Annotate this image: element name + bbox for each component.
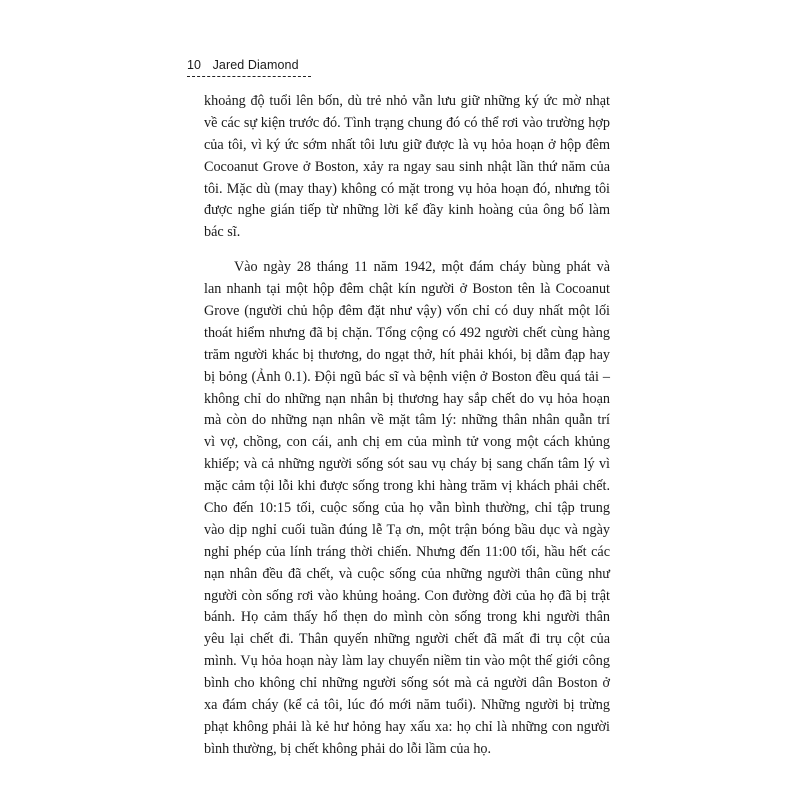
text-line: phạt không phải là kẻ hư hỏng hay xấu xa: họ chỉ là những con người bbox=[204, 718, 610, 735]
paragraph-1 bbox=[204, 91, 610, 244]
text-line: được nghe gián tiếp từ những lời kể đầy kinh hoàng của ông bố làm bbox=[204, 202, 610, 219]
text-line: Cho đến 10:15 tối, cuộc sống của họ vẫn bình thường, chỉ tập trung bbox=[204, 500, 610, 517]
text-line: nghỉ phép của lính tráng thời chiến. Nhưng đến 11:00 tối, hầu hết các bbox=[204, 543, 610, 560]
running-head bbox=[187, 58, 299, 72]
text-line: tôi. Mặc dù (may thay) không có mặt trong vụ hỏa hoạn đó, nhưng tôi bbox=[204, 180, 610, 197]
text-line: bình cho không chỉ những người sống sót mà cả người dân Boston ở bbox=[204, 675, 610, 692]
text-line: bác sĩ. bbox=[204, 224, 241, 241]
text-line: bị bỏng (Ảnh 0.1). Đội ngũ bác sĩ và bệnh viện ở Boston đều quá tải – bbox=[204, 368, 610, 385]
text-line: khoảng độ tuổi lên bốn, dù trẻ nhỏ vẫn lưu giữ những ký ức mờ nhạt bbox=[204, 93, 610, 109]
text-line: bình thường, bị chết không phải do lỗi lầm của họ. bbox=[204, 740, 492, 757]
text-line: Cocoanut Grove ở Boston, xảy ra ngay sau sinh nhật lần thứ năm của bbox=[204, 158, 610, 175]
text-line: về các sự kiện trước đó. Tình trạng chung đó có thể rơi vào trường hợp bbox=[204, 114, 610, 131]
text-line: xa đám cháy (kể cả tôi, lúc đó mới năm tuổi). Những người bị trừng bbox=[204, 697, 610, 714]
text-line: trăm người khác bị thương, do ngạt thở, hít phải khói, bị dẫm đạp hay bbox=[204, 346, 610, 363]
header-dashed-rule bbox=[187, 76, 311, 77]
body-text bbox=[204, 91, 610, 761]
text-line: Vào ngày 28 tháng 11 năm 1942, một đám cháy bùng phát và bbox=[234, 259, 610, 276]
running-head-author: Jared Diamond bbox=[212, 58, 299, 72]
text-line: yêu lại chết đi. Thân quyến những người chết đã mất đi trụ cột của bbox=[204, 631, 610, 648]
text-line: người còn sống rơi vào khủng hoảng. Con đường đời của họ đã bị trật bbox=[204, 587, 610, 604]
paragraph-2 bbox=[204, 257, 610, 760]
text-line: mình. Vụ hỏa hoạn này làm lay chuyển niềm tin vào một thế giới công bbox=[204, 653, 610, 670]
text-line: khiếp; và cả những người sống sót sau vụ cháy bị sang chấn tâm lý vì bbox=[204, 456, 610, 473]
text-line: thoát hiểm nhưng đã bị chặn. Tổng cộng có 492 người chết cùng hàng bbox=[204, 324, 610, 341]
text-line: vì vợ, chồng, con cái, anh chị em của mình tử vong một cách khủng bbox=[204, 434, 610, 451]
text-line: Grove (người chủ hộp đêm đặt như vậy) vốn chỉ có duy nhất một lối bbox=[204, 303, 610, 320]
text-line: của tôi, vì ký ức sớm nhất tôi lưu giữ được là vụ hỏa hoạn ở hộp đêm bbox=[204, 136, 610, 153]
text-line: nạn nhân đều đã chết, và cuộc sống của những người thân cũng như bbox=[204, 565, 610, 582]
text-line: không chỉ do những nạn nhân bị thương hay sắp chết do vụ hỏa hoạn bbox=[204, 390, 610, 407]
text-line: lan nhanh tại một hộp đêm chật kín người ở Boston tên là Cocoanut bbox=[204, 281, 610, 298]
text-line: bánh. Họ cảm thấy hổ thẹn do mình còn sống trong khi người thân bbox=[204, 609, 610, 626]
text-line: mà còn do những nạn nhân về mặt tâm lý: những thân nhân quẫn trí bbox=[204, 412, 610, 429]
paragraph-gap bbox=[204, 244, 610, 257]
text-line: mặc cảm tội lỗi khi được sống trong khi hàng trăm vị khách phải chết. bbox=[204, 478, 610, 495]
text-line: vào dịp nghỉ cuối tuần đúng lễ Tạ ơn, một trận bóng bầu dục và ngày bbox=[204, 521, 610, 538]
page-number: 10 bbox=[187, 58, 202, 72]
